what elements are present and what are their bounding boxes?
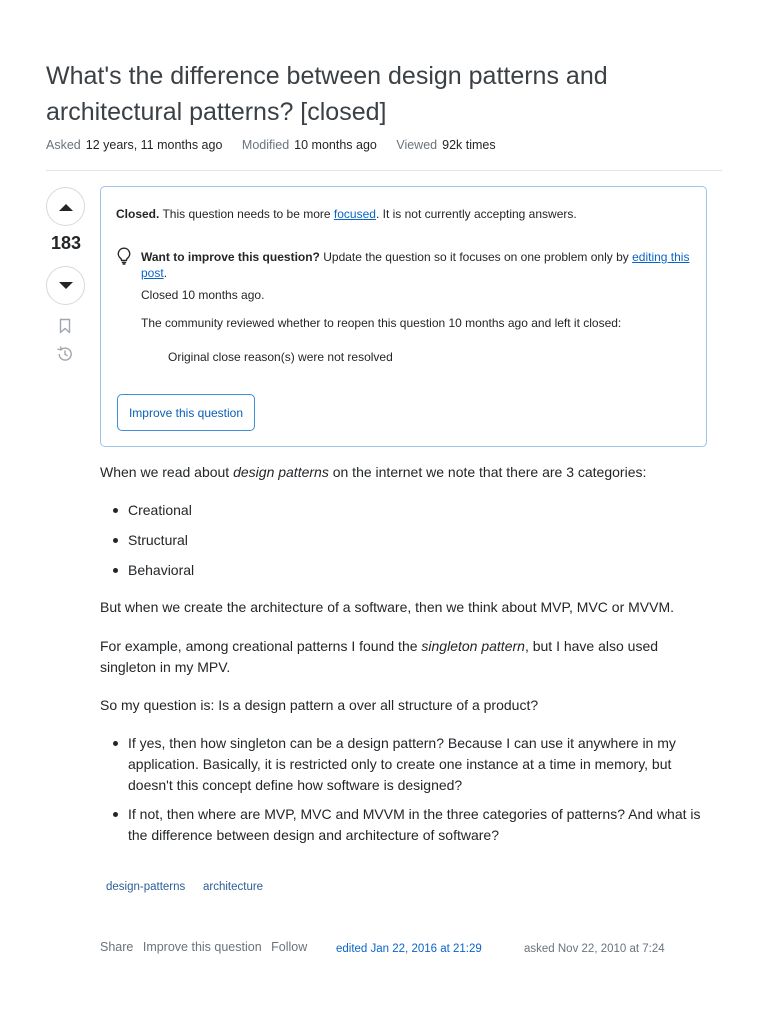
body-paragraph-1 [100, 462, 710, 483]
p1-text: When we read about [100, 464, 234, 480]
p3-text-end: , but I have also used singleton in my MPV. [100, 638, 659, 675]
closed-label: Closed. [116, 207, 160, 221]
vote-count: 183 [50, 233, 82, 253]
title-divider [46, 170, 722, 171]
list-item: If yes, then how singleton can be a design pattern? Because I can use it anywhere in my application. Basically, it is restricted only to create one instance at a time in memory, but doesn't this concept define how software is designed? [128, 733, 712, 796]
list-item: Structural [128, 530, 712, 551]
downvote-button[interactable] [46, 266, 85, 305]
closed-ago: Closed 10 months ago. [141, 288, 265, 302]
viewed-meta [396, 138, 495, 152]
tag-architecture[interactable]: architecture [197, 877, 269, 897]
caret-down-icon [58, 281, 74, 291]
viewed-value: 92k times [442, 138, 496, 152]
improve-question-link[interactable]: Improve this question [142, 940, 262, 954]
modified-label: Modified [241, 138, 290, 152]
list-item: If not, then where are MVP, MVC and MVVM in the three categories of patterns? And what is the difference between design and architecture of software? [128, 804, 712, 846]
close-reason: Original close reason(s) were not resolved [168, 350, 393, 364]
closed-notice [100, 186, 707, 447]
p1-emphasis: design patterns [233, 464, 329, 480]
modified-value[interactable]: 10 months ago [294, 138, 377, 152]
question-title: What's the difference between design patterns and architectural patterns? [closed] [46, 62, 608, 126]
improve-hint-end: . [163, 266, 168, 280]
history-icon [56, 345, 74, 363]
upvote-button[interactable] [46, 187, 85, 226]
asked-meta [46, 138, 222, 152]
p1-text-end: on the internet we note that there are 3 categories: [328, 464, 647, 480]
closed-text-end: . It is not currently accepting answers. [375, 207, 577, 221]
caret-up-icon [58, 202, 74, 212]
p3-text: For example, among creational patterns I found the [100, 638, 422, 654]
asked-timestamp: asked Nov 22, 2010 at 7:24 [524, 943, 665, 955]
bookmark-button[interactable] [56, 317, 74, 335]
follow-link[interactable]: Follow [271, 940, 308, 954]
edited-timestamp[interactable]: edited Jan 22, 2016 at 21:29 [336, 943, 482, 955]
bookmark-icon [59, 318, 71, 334]
tag-design-patterns[interactable]: design-patterns [100, 877, 191, 897]
timeline-button[interactable] [56, 345, 74, 363]
editing-post-link[interactable]: editing this post [141, 250, 690, 280]
improve-question-button[interactable]: Improve this question [117, 394, 255, 431]
focused-link[interactable]: focused [333, 207, 376, 221]
post-menu [100, 940, 313, 954]
body-paragraph-4: So my question is: Is a design pattern a over all structure of a product? [100, 697, 539, 713]
asked-value: 12 years, 11 months ago [85, 138, 223, 152]
lightbulb-icon [117, 247, 131, 265]
list-item: Behavioral [128, 560, 712, 581]
question-list [128, 733, 712, 846]
body-paragraph-2: But when we create the architecture of a software, then we think about MVP, MVC or MVVM. [100, 599, 675, 615]
closed-text: This question needs to be more [159, 207, 334, 221]
question-meta [46, 138, 512, 152]
share-link[interactable]: Share [100, 940, 134, 954]
community-review: The community reviewed whether to reopen this question 10 months ago and left it closed: [141, 316, 622, 330]
body-paragraph-3 [100, 636, 710, 678]
asked-label: Asked [46, 138, 81, 152]
list-item: Creational [128, 500, 712, 521]
improve-hint-title: Want to improve this question? [141, 250, 320, 264]
improve-hint [141, 249, 696, 281]
modified-meta [242, 138, 377, 152]
p3-emphasis: singleton pattern [421, 638, 525, 654]
category-list [128, 500, 712, 581]
improve-hint-text: Update the question so it focuses on one problem only by [319, 250, 633, 264]
closed-message [116, 207, 577, 221]
viewed-label: Viewed [396, 138, 438, 152]
